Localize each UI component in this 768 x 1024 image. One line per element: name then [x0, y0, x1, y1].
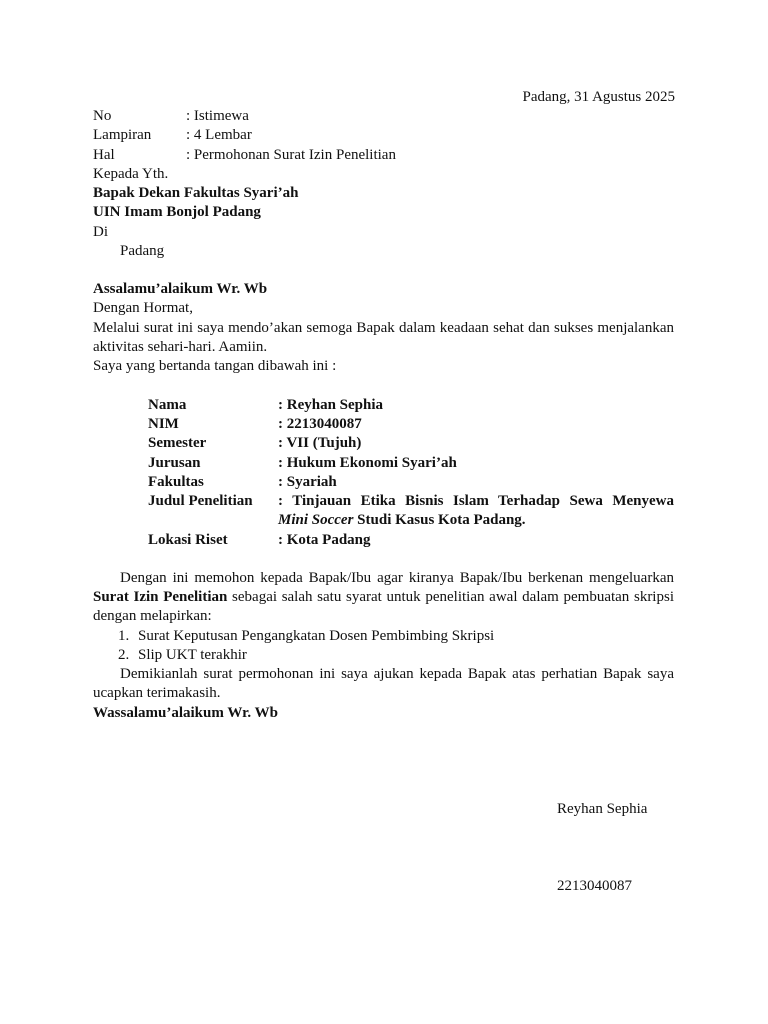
- list-item-number: 1.: [118, 628, 130, 644]
- recipient-city: Padang: [120, 243, 165, 259]
- judul-value-italic: Mini Soccer: [278, 512, 354, 528]
- lokasi-value: : Kota Padang: [278, 532, 371, 548]
- signature-name: Reyhan Sephia: [557, 801, 648, 817]
- jurusan-value: : Hukum Ekonomi Syari’ah: [278, 455, 457, 471]
- semester-value: : VII (Tujuh): [278, 435, 362, 451]
- lampiran-value: : 4 Lembar: [186, 127, 252, 143]
- jurusan-label: Jurusan: [148, 455, 201, 471]
- recipient-name: Bapak Dekan Fakultas Syari’ah: [93, 185, 299, 201]
- opening-hormat: Dengan Hormat,: [93, 300, 193, 316]
- fakultas-value: : Syariah: [278, 474, 337, 490]
- nama-label: Nama: [148, 397, 187, 413]
- list-item: Slip UKT terakhir: [138, 647, 247, 663]
- recipient-greeting: Kepada Yth.: [93, 166, 169, 182]
- recipient-institution: UIN Imam Bonjol Padang: [93, 204, 261, 220]
- judul-label: Judul Penelitian: [148, 493, 253, 509]
- judul-value-end: Studi Kasus Kota Padang.: [353, 512, 526, 528]
- opening-paragraph: Melalui surat ini saya mendo’akan semoga Bapak dalam keadaan sehat dan sukses menjalankan aktivitas sehari-hari. Aamiin.: [93, 320, 674, 355]
- fakultas-label: Fakultas: [148, 474, 204, 490]
- semester-label: Semester: [148, 435, 207, 451]
- signature-nim: 2213040087: [557, 878, 632, 894]
- request-end: sebagai salah satu syarat untuk penelitian awal dalam pembuatan skripsi dengan melapirkan:: [93, 589, 674, 624]
- list-item-number: 2.: [118, 647, 130, 663]
- request-start: Dengan ini memohon kepada Bapak/Ibu agar kiranya Bapak/Ibu berkenan mengeluarkan: [120, 570, 674, 586]
- letter-date: Padang, 31 Agustus 2025: [522, 89, 675, 105]
- no-label: No: [93, 108, 112, 124]
- judul-value-line2: [278, 511, 526, 530]
- no-value: : Istimewa: [186, 108, 249, 124]
- request-paragraph: [93, 569, 674, 626]
- lokasi-label: Lokasi Riset: [148, 532, 228, 548]
- lampiran-label: Lampiran: [93, 127, 152, 143]
- judul-value-line1: : Tinjauan Etika Bisnis Islam Terhadap Sewa Menyewa: [278, 493, 674, 509]
- nim-value: : 2213040087: [278, 416, 362, 432]
- closing-salam: Wassalamu’alaikum Wr. Wb: [93, 705, 278, 721]
- nim-label: NIM: [148, 416, 179, 432]
- opening-salam: Assalamu’alaikum Wr. Wb: [93, 281, 268, 297]
- request-bold: Surat Izin Penelitian: [93, 589, 228, 605]
- list-item: Surat Keputusan Pengangkatan Dosen Pembimbing Skripsi: [138, 628, 495, 644]
- nama-value: : Reyhan Sephia: [278, 397, 384, 413]
- recipient-di: Di: [93, 224, 108, 240]
- opening-intro: Saya yang bertanda tangan dibawah ini :: [93, 358, 337, 374]
- hal-value: : Permohonan Surat Izin Penelitian: [186, 147, 396, 163]
- closing-paragraph: Demikianlah surat permohonan ini saya ajukan kepada Bapak atas perhatian Bapak saya ucapkan terimakasih.: [93, 666, 674, 701]
- hal-label: Hal: [93, 147, 115, 163]
